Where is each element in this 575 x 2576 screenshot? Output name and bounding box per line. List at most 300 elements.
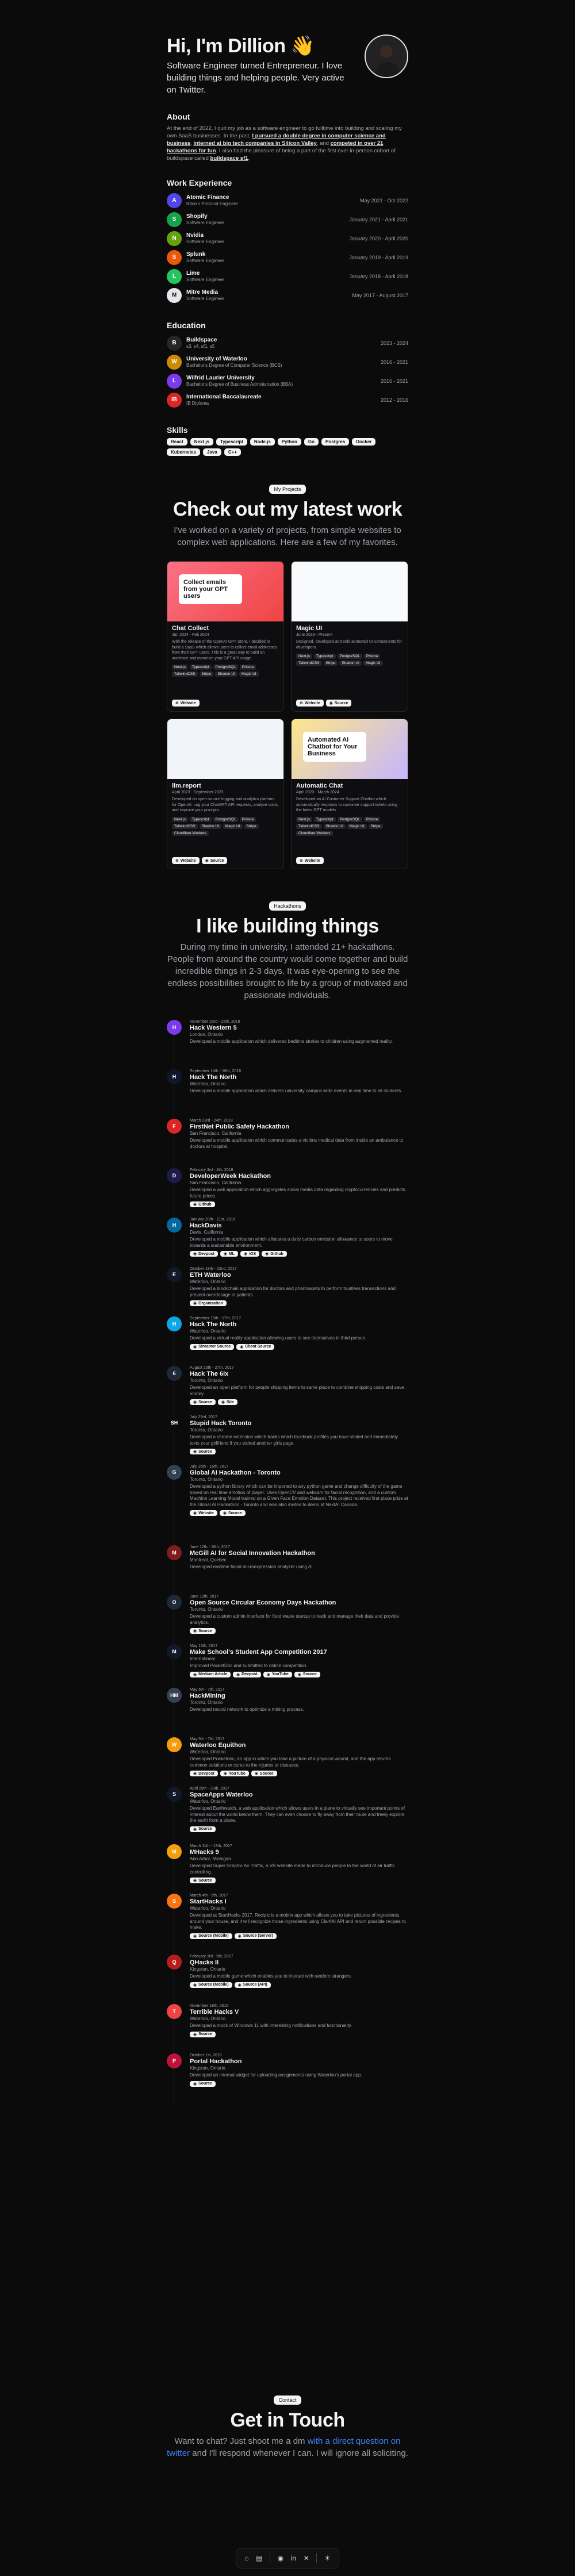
hackathon-link-button[interactable] xyxy=(190,1344,234,1350)
hackathon-location: Waterloo, Ontario xyxy=(190,1749,226,1755)
hackathon-button-label: YouTube xyxy=(228,1771,246,1776)
hackathon-button-label: Streamer Source xyxy=(198,1345,231,1349)
hackathon-date: February 3rd - 4th, 2018 xyxy=(190,1168,233,1172)
work-row-left xyxy=(167,193,238,208)
project-date: April 2023 - September 2023 xyxy=(172,790,224,794)
hackathon-name: SpaceApps Waterloo xyxy=(190,1791,253,1798)
project-body xyxy=(167,779,283,839)
hackathon-item xyxy=(167,1415,408,1465)
hackathon-description: Developed a mobile application which delivered bedtime stories to children using augmented reality. xyxy=(190,1039,393,1044)
hackathon-link-button[interactable] xyxy=(235,1933,277,1939)
hackathon-item xyxy=(167,1218,408,1267)
hackathon-logo: G xyxy=(167,1465,182,1480)
project-card[interactable] xyxy=(291,561,408,712)
hackathon-link-button[interactable] xyxy=(236,1344,274,1350)
hackathon-link-button[interactable] xyxy=(190,1933,232,1939)
hackathons-pill: Hackathons xyxy=(269,901,306,911)
hackathon-description: Developed Earthwatch, a web application which allows users in a plane to virtually see important points of interest about the world below them. They can even choose to fly away from their route and freely explore the earth from a plane. xyxy=(190,1806,405,1823)
hero-text xyxy=(167,34,351,96)
hackathon-location: London, Ontario xyxy=(190,1032,223,1037)
work-row-left xyxy=(167,288,224,303)
project-buttons xyxy=(296,700,351,707)
skill-badge: Postgres xyxy=(321,438,349,446)
work-date: January 2020 - April 2020 xyxy=(349,235,408,241)
work-logo: A xyxy=(167,193,182,208)
work-row-left xyxy=(167,250,224,265)
project-card[interactable] xyxy=(167,561,284,712)
education-row[interactable] xyxy=(167,333,408,352)
project-tag: TailwindCSS xyxy=(296,824,322,829)
hero xyxy=(167,0,408,96)
work-title: Shopify xyxy=(186,213,208,220)
hackathon-link-button[interactable] xyxy=(190,1449,216,1454)
project-tag: Stripe xyxy=(324,661,338,666)
education-title: Wilfrid Laurier University xyxy=(186,375,255,381)
hackathon-button-label: Website xyxy=(198,1511,214,1515)
hackathon-location: San Francisco, California xyxy=(190,1131,241,1136)
hackathon-buttons xyxy=(190,1300,408,1306)
education-row-left xyxy=(167,355,282,370)
linkedin-icon[interactable]: in xyxy=(290,2554,297,2562)
about-link-hackathons[interactable]: competed in over 21 hackathons for fun xyxy=(167,140,384,154)
hackathon-link-button[interactable] xyxy=(263,1672,292,1677)
education-row[interactable] xyxy=(167,352,408,371)
hackathon-link-button[interactable] xyxy=(251,1771,277,1776)
hackathon-item xyxy=(167,1069,408,1119)
hackathon-name: StartHacks I xyxy=(190,1898,227,1905)
hackathon-button-label: Source (Server) xyxy=(243,1934,273,1938)
hackathon-logo: W xyxy=(167,1737,182,1752)
home-icon[interactable]: ⌂ xyxy=(244,2554,249,2562)
hackathon-item xyxy=(167,1894,408,1955)
dock-divider xyxy=(316,2553,317,2563)
hackathon-description: Developed a blockchain application for doctors and pharmacists to perform trustless transactions and prevent overdosage in patients. xyxy=(190,1286,396,1297)
hackathon-name: QHacks II xyxy=(190,1959,219,1966)
link-icon: ◉ xyxy=(236,1672,240,1677)
project-tag: TailwindCSS xyxy=(172,671,198,677)
hackathon-link-button[interactable] xyxy=(218,1399,237,1405)
link-icon: ◉ xyxy=(193,1400,197,1404)
hackathon-location: Davis, California xyxy=(190,1230,224,1235)
hackathon-buttons xyxy=(190,1933,408,1939)
hackathon-link-button[interactable] xyxy=(190,1982,232,1988)
education-text xyxy=(186,356,282,368)
project-tag: PostgreSQL xyxy=(338,817,362,822)
hackathon-button-label: Source xyxy=(198,1629,212,1633)
hackathon-button-label: Source xyxy=(259,1771,274,1776)
work-logo: S xyxy=(167,212,182,227)
avatar xyxy=(365,34,408,78)
skill-badge: Typescript xyxy=(216,438,247,446)
education-subtitle: Bachelor's Degree of Computer Science (BCS) xyxy=(186,363,282,368)
project-tags xyxy=(172,665,279,677)
work-subtitle: Software Engineer xyxy=(186,220,224,225)
hackathon-logo: H xyxy=(167,1218,182,1233)
education-row-left xyxy=(167,374,293,389)
contact-text-before: Want to chat? Just shoot me a dm xyxy=(174,2436,308,2446)
link-icon: ◉ xyxy=(193,1345,197,1349)
work-row-left xyxy=(167,269,224,284)
hackathon-button-label: Devpost xyxy=(241,1672,258,1676)
hackathon-buttons xyxy=(190,1510,408,1516)
project-tag: Magic UI xyxy=(223,824,243,829)
education-row-left xyxy=(167,393,262,408)
project-source-button[interactable] xyxy=(326,700,352,707)
hackathon-description: Developed realtime facial microexpression analyzer using AI. xyxy=(190,1564,314,1569)
hackathon-button-label: Client Source xyxy=(245,1345,271,1349)
hackathon-link-button[interactable] xyxy=(190,1510,217,1516)
work-row[interactable] xyxy=(167,267,408,286)
projects-section xyxy=(167,483,408,548)
hackathon-logo: D xyxy=(167,1168,182,1183)
work-text xyxy=(186,194,238,206)
project-card[interactable] xyxy=(291,719,408,869)
hackathon-button-label: Source xyxy=(228,1511,242,1515)
work-row[interactable] xyxy=(167,286,408,305)
project-tag: Prisma xyxy=(240,817,256,822)
hackathon-link-button[interactable] xyxy=(190,1399,216,1405)
globe-icon: ⊕ xyxy=(175,701,179,705)
hackathon-logo: E xyxy=(167,1267,182,1282)
hackathon-buttons xyxy=(190,1982,408,1988)
hackathon-date: June 10th, 2017 xyxy=(190,1595,219,1599)
education-subtitle: s3, s4, sf1, s5 xyxy=(186,344,215,349)
project-website-button[interactable] xyxy=(172,857,200,864)
hackathon-location: Toronto, Ontario xyxy=(190,1607,223,1612)
hackathon-date: September 15th - 17th, 2017 xyxy=(190,1316,241,1320)
work-date: January 2019 - April 2019 xyxy=(349,254,408,260)
hackathon-location: Kingston, Ontario xyxy=(190,1967,225,1972)
hackathon-logo: O xyxy=(167,1595,182,1610)
project-button-label: Source xyxy=(210,858,224,863)
hackathon-item xyxy=(167,1787,408,1844)
contact-text-after: and I'll respond whenever I can. I will ignore all soliciting. xyxy=(190,2448,408,2458)
hackathon-link-button[interactable] xyxy=(220,1251,238,1257)
education-title: University of Waterloo xyxy=(186,356,247,362)
about-text-2: , xyxy=(190,140,194,147)
hackathon-link-button[interactable] xyxy=(190,1878,216,1883)
hackathon-description: Developed a chrome extension which tracks which facebook profiles you have visited and immediately texts your girlfriend if you visited another girls page. xyxy=(190,1434,398,1446)
hackathon-description: Developed a mobile application which delivers university campus wide events in real time to all students. xyxy=(190,1088,402,1093)
project-tag: Stripe xyxy=(369,824,383,829)
about-link-degree[interactable]: I pursued a double degree in computer science and business xyxy=(167,133,386,147)
project-tag: Stripe xyxy=(200,671,214,677)
project-tag: Cloudflare Workers xyxy=(172,831,209,836)
hackathon-description: Developed a custom admin interface for food waste startup to track and manage their data and provide analytics. xyxy=(190,1614,399,1625)
project-description: Developed an AI Customer Support Chatbot which automatically responds to customer support tickets using the latest GPT models. xyxy=(296,797,397,812)
hackathon-date: July 23rd, 2017 xyxy=(190,1415,217,1419)
work-row[interactable] xyxy=(167,229,408,248)
link-icon: ◉ xyxy=(193,1672,197,1677)
hackathon-location: Toronto, Ontario xyxy=(190,1477,223,1482)
hackathon-logo: SH xyxy=(167,1415,182,1430)
hackathon-button-label: Site xyxy=(226,1400,234,1404)
work-subtitle: Software Engineer xyxy=(186,296,224,301)
hackathon-name: Global AI Hackathon - Toronto xyxy=(190,1469,281,1476)
link-icon: ◉ xyxy=(193,1772,197,1776)
education-date: 2023 - 2024 xyxy=(380,340,408,346)
hackathon-name: Make School's Student App Competition 2017 xyxy=(190,1649,327,1656)
hackathon-link-button[interactable] xyxy=(262,1251,287,1257)
hackathon-location: International xyxy=(190,1656,216,1661)
about-heading: About xyxy=(167,112,190,121)
hackathon-name: Portal Hackathon xyxy=(190,2058,242,2065)
hackathon-link-button[interactable] xyxy=(190,1826,216,1832)
work-date: May 2017 - August 2017 xyxy=(352,292,408,298)
hero-title: Hi, I'm Dillion 👋 xyxy=(167,35,315,57)
hackathon-buttons xyxy=(190,1672,408,1677)
hackathon-item xyxy=(167,1545,408,1595)
hackathon-link-button[interactable] xyxy=(294,1672,320,1677)
education-row[interactable] xyxy=(167,371,408,390)
link-icon: ◉ xyxy=(193,1879,197,1883)
hackathon-item xyxy=(167,2053,408,2103)
hackathon-logo: M xyxy=(167,1545,182,1560)
project-tag: Magic UI xyxy=(347,824,367,829)
hackathon-logo: S xyxy=(167,1787,182,1802)
contact-pill: Contact xyxy=(274,2395,301,2405)
project-card[interactable] xyxy=(167,719,284,869)
project-website-button[interactable] xyxy=(296,857,324,864)
hackathon-date: August 25th - 27th, 2017 xyxy=(190,1366,234,1370)
hackathon-buttons xyxy=(190,1771,408,1776)
link-icon: ◉ xyxy=(193,1450,197,1454)
hackathon-date: October 1st, 2016 xyxy=(190,2053,222,2057)
work-row[interactable] xyxy=(167,210,408,229)
project-tag: Typescript xyxy=(190,665,212,670)
project-tag: Next.js xyxy=(296,654,312,659)
hackathon-link-button[interactable] xyxy=(190,1300,227,1306)
project-website-button[interactable] xyxy=(296,700,324,707)
hackathon-location: Toronto, Ontario xyxy=(190,1427,223,1433)
hackathon-description: Developed Super Graphic Air Traffic, a VR website made to introduce people to the world of air traffic controlling. xyxy=(190,1863,395,1875)
x-icon[interactable]: ✕ xyxy=(303,2554,309,2562)
education-date: 2016 - 2021 xyxy=(380,378,408,384)
work-text xyxy=(186,251,224,263)
project-tag: Prisma xyxy=(240,665,256,670)
hackathon-button-label: iOS xyxy=(249,1251,256,1256)
hackathon-button-label: Github xyxy=(270,1251,283,1256)
project-tag: Magic UI xyxy=(239,671,259,677)
link-icon: ◉ xyxy=(193,1983,197,1987)
hackathon-button-label: Organization xyxy=(198,1301,223,1306)
hackathon-link-button[interactable] xyxy=(190,1251,218,1257)
skills-section xyxy=(167,425,408,456)
hackathon-date: March 11th - 13th, 2017 xyxy=(190,1844,232,1848)
hackathon-link-button[interactable] xyxy=(190,1771,218,1776)
hackathon-date: May 5th - 7th, 2017 xyxy=(190,1737,225,1741)
project-description: Developed an open-source logging and analytics platform for OpenAI: Log your ChatGPT API requests, analyze costs, and improve your prompts. xyxy=(172,797,279,812)
link-icon: ◉ xyxy=(243,1252,248,1256)
project-grid xyxy=(167,561,408,869)
project-buttons xyxy=(172,700,200,707)
hackathon-logo: M xyxy=(167,1844,182,1859)
project-button-label: Source xyxy=(334,701,348,705)
project-tag: PostgreSQL xyxy=(338,654,362,659)
projects-lead: I've worked on a variety of projects, from simple websites to complex web applications. Here are a few of my favorites. xyxy=(174,525,401,547)
project-description: Designed, developed and sold animated UI components for developers. xyxy=(296,640,402,650)
work-row-left xyxy=(167,231,224,246)
project-button-label: Website xyxy=(304,858,320,863)
hackathon-description: Developed a python library which can be imported to any python game and change difficulty of the game based on real time emotion of player. Uses OpenCV and webcam for facial recognition, and a custom Machine Learning Model trained on a Given Face Emotion Dataset. This project received first place prize at the Global AI Hackathon - Toronto and was also invited to demo at NextAI Canada. xyxy=(190,1484,408,1507)
project-description: With the release of the OpenAI GPT Store, I decided to build a SaaS which allows users to collect email addresses from their GPT users. This is a great way to build an audience and monetize your GPT API usage. xyxy=(172,640,277,661)
work-title: Lime xyxy=(186,270,200,277)
link-icon: ◉ xyxy=(237,1983,241,1987)
education-row[interactable] xyxy=(167,390,408,409)
hackathon-description: Developed a virtual reality application allowing users to see themselves in third person. xyxy=(190,1335,367,1341)
sun-icon[interactable]: ☀ xyxy=(324,2554,331,2562)
work-subtitle: Bitcoin Protocol Engineer xyxy=(186,201,238,206)
hackathon-description: Developed a mobile game which enables you to interact with random strangers. xyxy=(190,1974,352,1979)
project-tag: PostgreSQL xyxy=(213,665,238,670)
project-tag: Next.js xyxy=(172,665,188,670)
project-title: llm.report xyxy=(172,782,201,789)
skill-badge: Kubernetes xyxy=(167,448,200,456)
hackathon-name: Stupid Hack Toronto xyxy=(190,1420,252,1427)
link-icon: ◉ xyxy=(193,2032,197,2037)
hackathon-item xyxy=(167,1020,408,1069)
twitter-dm-link[interactable]: with a direct question on twitter xyxy=(167,2436,401,2458)
hackathon-location: San Francisco, California xyxy=(190,1180,241,1185)
hackathon-name: HackMining xyxy=(190,1692,225,1699)
hackathon-button-label: Devpost xyxy=(198,1251,214,1256)
hackathon-button-label: Source xyxy=(198,2082,212,2086)
github-icon[interactable]: ◉ xyxy=(277,2554,284,2562)
hackathon-link-button[interactable] xyxy=(220,1771,249,1776)
work-date: January 2018 - April 2018 xyxy=(349,273,408,279)
project-date: April 2023 - March 2024 xyxy=(296,790,339,794)
project-website-button[interactable] xyxy=(172,700,200,707)
projects-heading: Check out my latest work xyxy=(172,498,402,520)
work-row[interactable] xyxy=(167,248,408,267)
hackathon-button-label: Source xyxy=(198,1400,212,1404)
hackathon-name: DeveloperWeek Hackathon xyxy=(190,1173,271,1180)
hackathon-buttons xyxy=(190,2081,408,2087)
project-source-button[interactable] xyxy=(202,857,228,864)
link-icon: ◉ xyxy=(221,1400,225,1404)
about-link-buildspace[interactable]: buildspace sf1 xyxy=(210,155,248,162)
link-icon: ◉ xyxy=(240,1345,244,1349)
hackathon-description: Developed neural network to optimize a mining process. xyxy=(190,1707,304,1712)
hackathon-button-label: Devpost xyxy=(198,1771,214,1776)
skill-badge: React xyxy=(167,438,187,446)
hackathon-item xyxy=(167,1688,408,1737)
hackathon-date: July 15th - 16th, 2017 xyxy=(190,1465,229,1469)
github-icon: ◉ xyxy=(205,859,209,863)
hackathon-button-label: ML xyxy=(228,1251,235,1256)
hackathon-logo: H xyxy=(167,1316,182,1331)
education-section xyxy=(167,321,408,409)
hackathons-section xyxy=(167,900,408,1001)
hackathon-buttons xyxy=(190,1826,408,1832)
project-buttons xyxy=(296,857,324,864)
hackathon-item xyxy=(167,1119,408,1168)
hackathon-button-label: YouTube xyxy=(271,1672,289,1676)
hackathon-link-button[interactable] xyxy=(190,2032,216,2037)
hackathon-name: Terrible Hacks V xyxy=(190,2009,239,2016)
hackathon-buttons xyxy=(190,1201,408,1207)
hackathon-link-button[interactable] xyxy=(190,1201,215,1207)
education-logo: L xyxy=(167,374,182,389)
hackathon-description: Developed Pocketdoc, an app in which you take a picture of a physical wound, and the app returns common solutions or cures to the injuries or diseases. xyxy=(190,1756,391,1768)
project-tag: TailwindCSS xyxy=(296,661,322,666)
about-link-intern[interactable]: interned at big tech companies in Silicon Valley xyxy=(193,140,317,147)
hackathon-location: Toronto, Ontario xyxy=(190,1378,223,1383)
project-tag: Stripe xyxy=(244,824,259,829)
work-logo: L xyxy=(167,269,182,284)
project-tag: PostgreSQL xyxy=(213,817,238,822)
contact-section xyxy=(0,2394,575,2459)
hackathon-button-label: Medium Article xyxy=(198,1672,228,1676)
project-tag: Next.js xyxy=(296,817,312,822)
work-row[interactable] xyxy=(167,191,408,210)
work-heading: Work Experience xyxy=(167,178,232,187)
hackathon-date: May 6th - 7th, 2017 xyxy=(190,1688,225,1692)
skills-heading: Skills xyxy=(167,425,188,435)
hackathon-date: June 12th - 18th, 2017 xyxy=(190,1545,231,1549)
hackathon-buttons xyxy=(190,1251,408,1257)
project-button-label: Website xyxy=(304,701,320,705)
hackathons-lead: During my time in university, I attended 21+ hackathons. People from around the country would come together and build incredible things in 2-3 days. It was eye-opening to see the endless possibilities brought to life by a group of motivated and passionate individuals. xyxy=(167,942,408,1000)
hackathon-link-button[interactable] xyxy=(235,1982,271,1988)
hackathon-item xyxy=(167,1168,408,1218)
project-thumbnail xyxy=(292,562,408,621)
education-logo: W xyxy=(167,355,182,370)
skills-list xyxy=(167,438,397,456)
about-text-1: At the end of 2022, I quit my job as a software engineer to go fulltime into building and scaling my own SaaS businesses. In the past, xyxy=(167,125,402,139)
hackathon-location: Ann Arbor, Michigan xyxy=(190,1856,231,1861)
hackathon-link-button[interactable] xyxy=(190,1672,231,1677)
hackathon-button-label: Source (Mobile) xyxy=(198,1983,229,1987)
hackathon-location: Waterloo, Ontario xyxy=(190,1906,226,1911)
project-tag: Shadcn UI xyxy=(200,824,221,829)
link-icon: ◉ xyxy=(193,1203,197,1207)
work-text xyxy=(186,289,224,301)
education-heading: Education xyxy=(167,321,206,330)
hackathon-description: Developed an internal widget for uploading assignments using Waterloo's portal app. xyxy=(190,2072,362,2078)
about-text-5: . xyxy=(248,155,250,162)
contact-text xyxy=(167,2435,408,2459)
hackathon-timeline xyxy=(167,1020,408,2103)
work-section xyxy=(167,178,408,305)
education-logo: IB xyxy=(167,393,182,408)
hackathon-name: Waterloo Equithon xyxy=(190,1742,246,1749)
hackathon-link-button[interactable] xyxy=(233,1672,261,1677)
hackathon-date: October 19th - 22nd, 2017 xyxy=(190,1267,237,1271)
hackathon-location: Waterloo, Ontario xyxy=(190,1329,226,1334)
project-body xyxy=(292,779,408,839)
hackathon-link-button[interactable] xyxy=(190,1628,216,1634)
project-tag: Prisma xyxy=(364,654,380,659)
work-row-left xyxy=(167,212,224,227)
hero-subtitle: Software Engineer turned Entrepreneur. I love building things and helping people. Very active on Twitter. xyxy=(167,61,344,95)
project-thumbnail-text: Automated AI Chatbot for Your Business xyxy=(303,732,366,762)
project-tags xyxy=(296,817,403,836)
link-icon: ◉ xyxy=(223,1772,227,1776)
hackathon-name: Hack The North xyxy=(190,1321,237,1328)
hackathon-description: Developed a web application which aggregates social media data regarding cryptocurrencies and predicts future prices. xyxy=(190,1187,405,1199)
education-text xyxy=(186,394,262,406)
project-thumbnail xyxy=(292,719,408,779)
notebook-icon[interactable]: ▤ xyxy=(256,2554,263,2562)
link-icon: ◉ xyxy=(297,1672,301,1677)
hackathon-link-button[interactable] xyxy=(220,1510,246,1516)
hackathon-name: Hack The North xyxy=(190,1074,237,1081)
about-text xyxy=(167,125,408,162)
hackathon-link-button[interactable] xyxy=(240,1251,259,1257)
hackathon-logo: HM xyxy=(167,1688,182,1703)
hackathon-link-button[interactable] xyxy=(190,2081,216,2087)
